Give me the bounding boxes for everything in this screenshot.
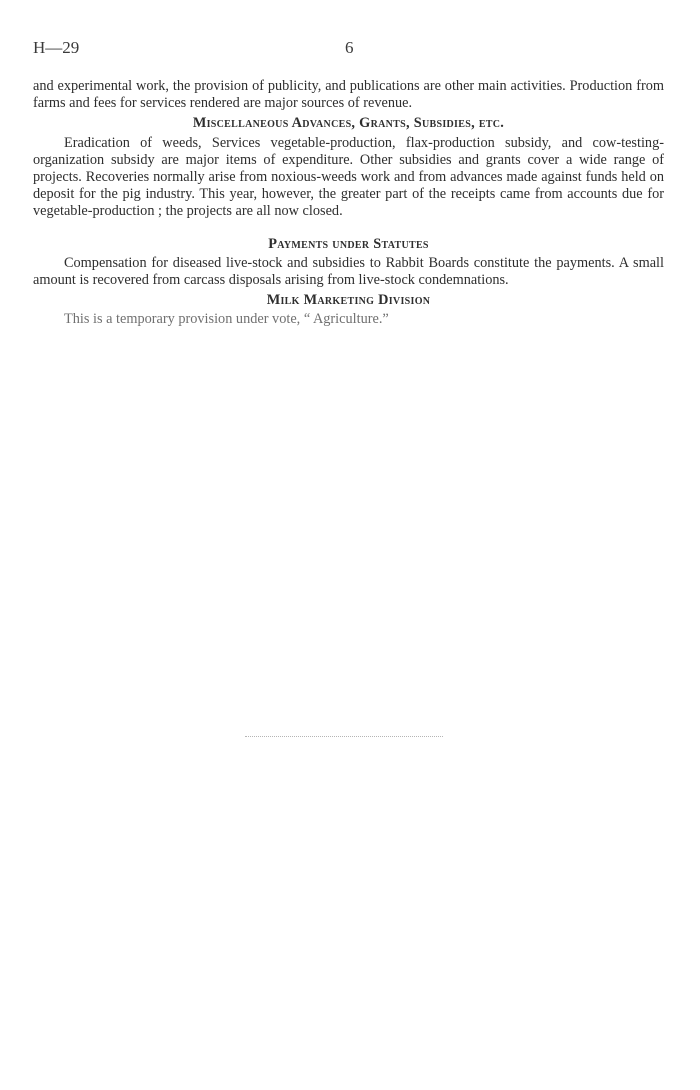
document-body	[33, 78, 664, 329]
paragraph-misc-advances: Eradication of weeds, Services vegetable-production, flax-production subsidy, and cow-testing-organization subsidy are major items of expenditure. Other subsidies and grants cover a wide range of projects. Recoveries normally arise from noxious-weeds work and from advances made against funds held on deposit for the pig industry. This year, however, the greater part of the receipts came from accounts due for vegetable-production ; the projects are all now closed.	[33, 134, 664, 220]
page-number: 6	[345, 38, 354, 57]
paragraph-payments-statutes: Compensation for diseased live-stock and subsidies to Rabbit Boards constitute the payments. A small amount is recovered from carcass disposals arising from live-stock condemnations.	[33, 254, 664, 289]
paragraph-milk-marketing: This is a temporary provision under vote, “ Agriculture.”	[64, 311, 389, 328]
section-heading-payments-statutes: Payments under Statutes	[268, 235, 429, 252]
document-reference: H—29	[33, 38, 80, 57]
running-head	[33, 38, 664, 62]
end-rule	[245, 736, 443, 737]
paragraph-continuation: and experimental work, the provision of publicity, and publications are other main activities. Production from farms and fees for services rendered are major sources of revenue.	[33, 78, 664, 112]
section-heading-misc-advances: Miscellaneous Advances, Grants, Subsidies, etc.	[192, 115, 505, 132]
section-heading-milk-marketing: Milk Marketing Division	[266, 292, 431, 309]
